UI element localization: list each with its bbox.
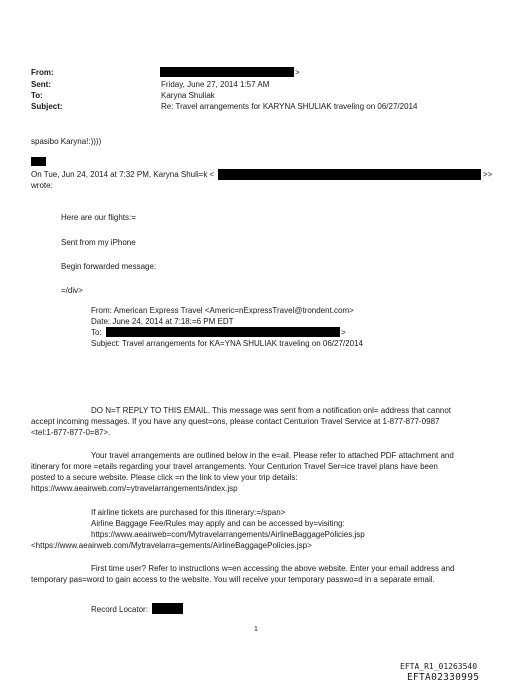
fwd-date: Date: June 24, 2014 at 7:18:=6 PM EDT [91, 317, 234, 326]
body-p1-line2: accept incoming messages. If you have any quest=ons, please contact Centurion Travel Service at 1-877-877-0987 [31, 417, 440, 426]
redaction-from [160, 67, 294, 77]
subject-label: Subject: [31, 102, 63, 111]
record-locator-label: Record Locator: [91, 605, 148, 614]
subject-value: Re: Travel arrangements for KARYNA SHULIAK traveling on 06/27/2014 [161, 102, 418, 111]
body-p3-line2: Airline Baggage Fee/Rules may apply and can be accessed by=visiting: [91, 519, 345, 528]
body-p2-line4: https://www.aeairweb.com/=ytravelarrangements/index.jsp [31, 484, 238, 493]
quote-line-2: wrote: [31, 181, 53, 190]
page-number: 1 [254, 626, 258, 633]
quote-line-1: On Tue, Jun 24, 2014 at 7:32 PM, Karyna Shuli=k < [31, 170, 215, 179]
sent-value: Friday, June 27, 2014 1:57 AM [161, 80, 270, 89]
body-p2-line2: itinerary for more =etails regarding your travel arrangements. Your Centurion Travel Ser=ice travel plans have been [31, 462, 438, 471]
body-p2-line3: posted to a secure website. Please click =n the link to view your trip details: [31, 473, 298, 482]
redaction-email [218, 169, 481, 180]
sent-from-line: Sent from my iPhone [61, 238, 136, 247]
from-label: From: [31, 68, 54, 77]
bates-number-2: EFTA02330995 [407, 672, 480, 683]
body-p3-line4: <https://www.aeairweb.com/Mytravelarra=gements/AirlineBaggagePolicies.jsp> [31, 541, 312, 550]
reply-greeting: spasibo Karyna!:)))) [31, 137, 102, 146]
fwd-subject: Subject: Travel arrangements for KA=YNA SHULIAK traveling on 06/27/2014 [91, 339, 363, 348]
body-p1-line1: DO N=T REPLY TO THIS EMAIL. This message was sent from a notification onl= address that cannot [91, 406, 452, 415]
from-value-tail: > [295, 68, 300, 77]
redaction-record-locator [152, 603, 183, 614]
body-p4-line1: First time user? Refer to instructions w=en accessing the above website. Enter your email address and [91, 564, 455, 573]
redaction-signature [31, 157, 46, 166]
to-label: To: [31, 91, 43, 100]
fwd-to-tail: > [341, 328, 346, 337]
to-value: Karyna Shuliak [161, 91, 215, 100]
body-p2-line1: Your travel arrangements are outlined below in the e=ail. Please refer to attached PDF attachment and [91, 451, 454, 460]
fwd-to-label: To: [91, 328, 102, 337]
body-p3-line3: https://www.aeairweb=com/Mytravelarrangements/AirlineBaggagePolicies.jsp [91, 530, 365, 539]
bates-number-1: EFTA_R1_01263540 [400, 662, 478, 671]
flights-line: Here are our flights:= [61, 213, 136, 222]
body-p1-line3: <tel:1-877-877-0=87>. [31, 428, 111, 437]
div-close-line: =/div> [61, 286, 83, 295]
body-p4-line2: temporary pas=word to gain access to the website. You will receive your temporary passwo=d in a separate email. [31, 575, 435, 584]
fwd-from: From: American Express Travel <Americ=nExpressTravel@trondent.com> [91, 306, 354, 315]
quote-line-1-end: >> [483, 170, 493, 179]
redaction-fwd-to [106, 327, 340, 337]
sent-label: Sent: [31, 80, 51, 89]
body-p3-line1: If airline tickets are purchased for this itinerary:=/span> [91, 508, 286, 517]
begin-forwarded-line: Begin forwarded message: [61, 262, 157, 271]
